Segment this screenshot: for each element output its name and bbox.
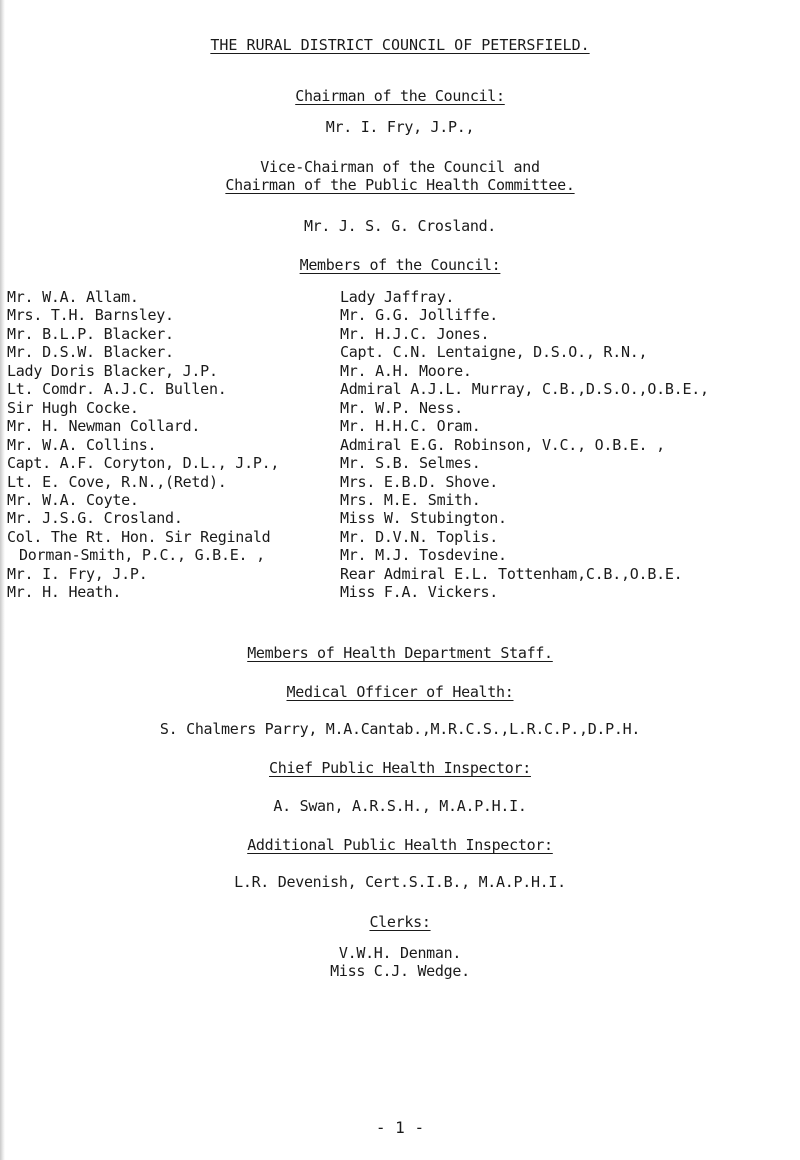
vice-chairman-heading-line1: Vice-Chairman of the Council and bbox=[260, 158, 540, 176]
member-entry: Mr. M.J. Tosdevine. bbox=[340, 546, 507, 565]
vice-chairman-name: Mr. J. S. G. Crosland. bbox=[303, 217, 497, 235]
member-entry: Miss F.A. Vickers. bbox=[340, 583, 499, 602]
member-entry: Rear Admiral E.L. Tottenham,C.B.,O.B.E. bbox=[340, 564, 683, 583]
medical-officer-heading: Medical Officer of Health: bbox=[286, 683, 514, 701]
member-entry: Mr. W.A. Coyte. bbox=[7, 490, 139, 509]
member-entry: Admiral A.J.L. Murray, C.B.,D.S.O.,O.B.E., bbox=[340, 380, 709, 399]
member-entry: Mr. S.B. Selmes. bbox=[340, 454, 481, 473]
member-entry: Lady Doris Blacker, J.P. bbox=[7, 361, 218, 380]
member-entry: Mr. B.L.P. Blacker. bbox=[7, 324, 174, 343]
medical-officer-name: S. Chalmers Parry, M.A.Cantab.,M.R.C.S.,L.R.C.P.,D.P.H. bbox=[159, 720, 641, 738]
staff-heading: Members of Health Department Staff. bbox=[247, 644, 553, 662]
members-right-column bbox=[340, 288, 709, 602]
member-entry: Mr. H. Newman Collard. bbox=[7, 417, 201, 436]
member-entry: Miss W. Stubington. bbox=[340, 509, 507, 528]
member-entry-continuation: Dorman-Smith, P.C., G.B.E. , bbox=[19, 546, 265, 565]
member-entry: Mr. W.P. Ness. bbox=[340, 398, 463, 417]
document-title: THE RURAL DISTRICT COUNCIL OF PETERSFIELD. bbox=[210, 36, 590, 54]
member-entry: Lt. Comdr. A.J.C. Bullen. bbox=[7, 380, 227, 399]
members-left-column bbox=[7, 288, 279, 602]
chairman-name: Mr. I. Fry, J.P., bbox=[325, 118, 475, 136]
additional-inspector-name: L.R. Devenish, Cert.S.I.B., M.A.P.H.I. bbox=[234, 873, 566, 891]
clerk-name: V.W.H. Denman. bbox=[338, 944, 462, 962]
clerk-name: Miss C.J. Wedge. bbox=[330, 962, 470, 980]
member-entry: Admiral E.G. Robinson, V.C., O.B.E. , bbox=[340, 435, 665, 454]
member-entry: Mr. W.A. Allam. bbox=[7, 288, 139, 306]
member-entry: Lady Jaffray. bbox=[340, 288, 455, 306]
member-entry: Mr. A.H. Moore. bbox=[340, 361, 472, 380]
member-entry: Mrs. M.E. Smith. bbox=[340, 490, 481, 509]
member-entry: Lt. E. Cove, R.N.,(Retd). bbox=[7, 472, 227, 491]
member-entry: Capt. A.F. Coryton, D.L., J.P., bbox=[7, 454, 280, 473]
members-heading: Members of the Council: bbox=[299, 256, 501, 274]
member-entry: Mr. G.G. Jolliffe. bbox=[340, 306, 499, 325]
member-entry: Mrs. T.H. Barnsley. bbox=[7, 306, 174, 325]
member-entry: Mr. D.S.W. Blacker. bbox=[7, 343, 174, 362]
member-entry: Mrs. E.B.D. Shove. bbox=[340, 472, 499, 491]
additional-inspector-heading: Additional Public Health Inspector: bbox=[247, 836, 553, 854]
clerks-heading: Clerks: bbox=[369, 913, 431, 931]
member-entry: Capt. C.N. Lentaigne, D.S.O., R.N., bbox=[340, 343, 648, 362]
member-entry: Mr. H. Heath. bbox=[7, 583, 122, 602]
member-entry: Mr. H.H.C. Oram. bbox=[340, 417, 481, 436]
chairman-heading: Chairman of the Council: bbox=[295, 87, 505, 105]
member-entry: Mr. D.V.N. Toplis. bbox=[340, 527, 499, 546]
chief-inspector-heading: Chief Public Health Inspector: bbox=[269, 759, 531, 777]
chief-inspector-name: A. Swan, A.R.S.H., M.A.P.H.I. bbox=[273, 797, 527, 815]
vice-chairman-heading-line2: Chairman of the Public Health Committee. bbox=[225, 176, 575, 194]
member-entry: Mr. J.S.G. Crosland. bbox=[7, 509, 183, 528]
member-entry: Mr. H.J.C. Jones. bbox=[340, 324, 490, 343]
member-entry: Mr. W.A. Collins. bbox=[7, 435, 157, 454]
member-entry: Col. The Rt. Hon. Sir Reginald bbox=[7, 527, 271, 546]
member-entry: Mr. I. Fry, J.P. bbox=[7, 564, 148, 583]
member-entry: Sir Hugh Cocke. bbox=[7, 398, 139, 417]
page-number: - 1 - bbox=[375, 1118, 425, 1137]
